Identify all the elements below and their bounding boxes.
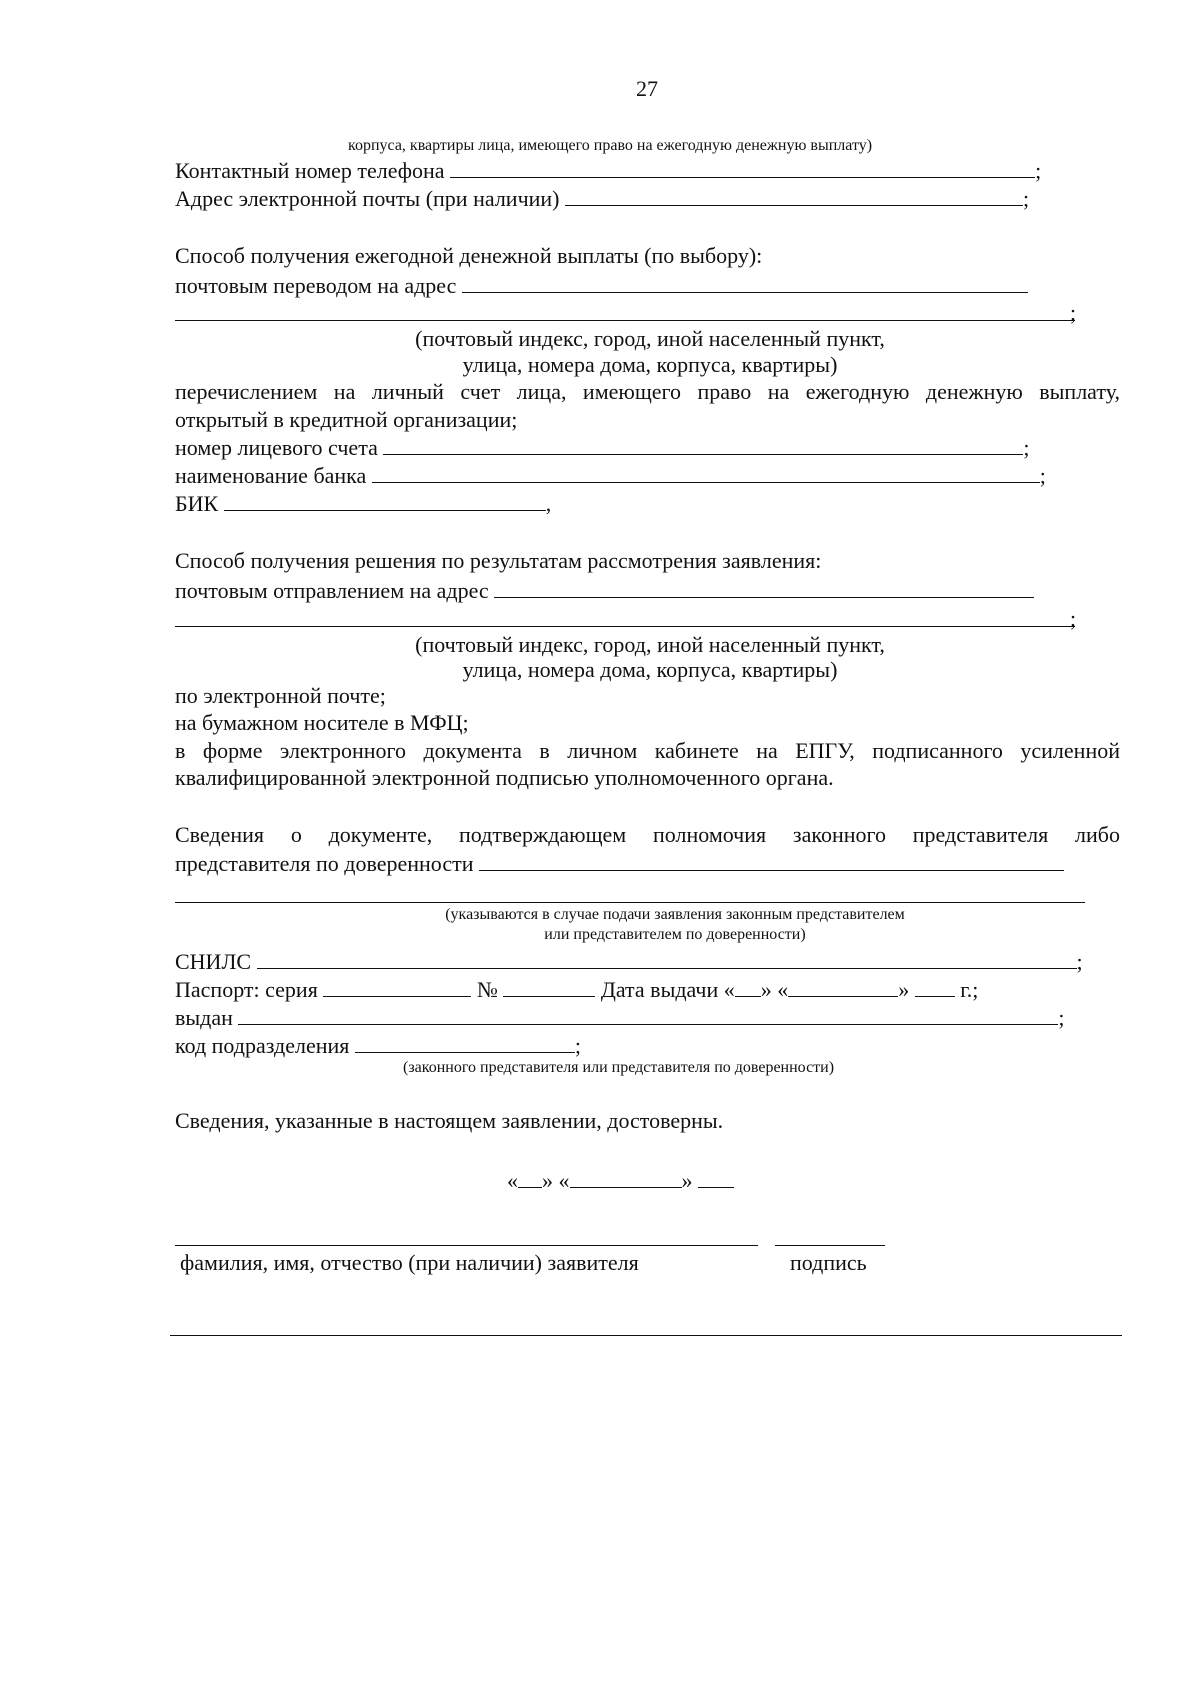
- comma-mark: ,: [545, 491, 552, 516]
- decision-option-paper: на бумажном носителе в МФЦ;: [175, 710, 469, 735]
- snils-row: [175, 948, 1083, 975]
- end-mark: ;: [1070, 300, 1077, 325]
- bank-name-row: [175, 462, 1046, 489]
- phone-field[interactable]: [450, 157, 1035, 178]
- email-row: [175, 185, 1029, 212]
- quote-open: «: [507, 1168, 518, 1193]
- division-code-field[interactable]: [355, 1032, 575, 1053]
- decision-postal-label: почтовым отправлением на адрес: [175, 578, 489, 603]
- decision-address-line-2[interactable]: [175, 626, 1075, 627]
- page-number: 27: [636, 76, 658, 101]
- quote-open: «: [558, 1168, 570, 1193]
- division-code-row: [175, 1032, 581, 1059]
- date-row: [507, 1167, 734, 1194]
- end-mark: ;: [1023, 186, 1030, 211]
- representative-caption-3: (законного представителя или представителя по доверенности): [403, 1059, 835, 1076]
- snils-field[interactable]: [257, 948, 1077, 969]
- quote-close: »: [542, 1168, 553, 1193]
- decision-address-caption-2: улица, номера дома, корпуса, квартиры): [462, 657, 838, 682]
- bik-field[interactable]: [224, 490, 546, 511]
- end-mark: ;: [1076, 949, 1083, 974]
- end-mark: ;: [1035, 158, 1042, 183]
- decision-heading: Способ получения решения по результатам рассмотрения заявления:: [175, 548, 822, 573]
- passport-issue-year-field[interactable]: [915, 976, 955, 997]
- representative-label: представителя по доверенности: [175, 851, 474, 876]
- bottom-divider: [170, 1335, 1122, 1336]
- passport-issue-day-field[interactable]: [735, 976, 761, 997]
- end-mark: ;: [574, 1033, 582, 1058]
- decision-address-caption-1: (почтовый индекс, город, иной населенный пункт,: [415, 632, 885, 657]
- bik-row: [175, 490, 551, 517]
- end-mark: ;: [1058, 1005, 1065, 1030]
- top-caption: корпуса, квартиры лица, имеющего право на ежегодную денежную выплату): [348, 137, 873, 154]
- confirmation-statement: Сведения, указанные в настоящем заявлении, достоверны.: [175, 1108, 724, 1133]
- quote-close: »: [898, 977, 910, 1002]
- email-field[interactable]: [565, 185, 1023, 206]
- account-number-label: номер лицевого счета: [175, 435, 378, 460]
- email-label: Адрес электронной почты (при наличии): [175, 186, 560, 211]
- decision-option-epgu-1: в форме электронного документа в личном кабинете на ЕПГУ, подписанного усиленной: [175, 738, 1120, 763]
- date-year-field[interactable]: [698, 1167, 734, 1188]
- payment-postal-address-field[interactable]: [462, 272, 1028, 293]
- passport-issue-month-field[interactable]: [788, 976, 898, 997]
- payment-account-text-2: открытый в кредитной организации;: [175, 407, 518, 432]
- passport-series-field[interactable]: [323, 976, 471, 997]
- representative-text-1: Сведения о документе, подтверждающем полномочия законного представителя либо: [175, 822, 1120, 847]
- payment-account-text-1: перечислением на личный счет лица, имеющего право на ежегодную денежную выплату,: [175, 379, 1120, 404]
- passport-number-sign: №: [476, 977, 498, 1002]
- representative-document-field[interactable]: [479, 850, 1064, 871]
- decision-option-email: по электронной почте;: [175, 683, 386, 708]
- account-number-field[interactable]: [383, 434, 1023, 455]
- passport-row: [175, 976, 978, 1003]
- phone-label: Контактный номер телефона: [175, 158, 445, 183]
- year-suffix: г.;: [960, 977, 979, 1002]
- payment-heading: Способ получения ежегодной денежной выплаты (по выбору):: [175, 243, 763, 268]
- passport-number-field[interactable]: [503, 976, 595, 997]
- decision-postal-row: [175, 577, 1034, 604]
- quote-close: »: [760, 977, 772, 1002]
- decision-postal-address-field[interactable]: [494, 577, 1034, 598]
- representative-row: [175, 850, 1064, 877]
- payment-address-caption-1: (почтовый индекс, город, иной населенный пункт,: [415, 326, 885, 351]
- issued-by-label: выдан: [175, 1005, 233, 1030]
- representative-caption-2: или представителем по доверенности): [544, 926, 806, 943]
- payment-address-caption-2: улица, номера дома, корпуса, квартиры): [462, 352, 838, 377]
- division-code-label: код подразделения: [175, 1033, 350, 1058]
- representative-document-line-2[interactable]: [175, 902, 1085, 903]
- date-month-field[interactable]: [570, 1167, 682, 1188]
- snils-label: СНИЛС: [175, 949, 252, 974]
- payment-address-line-2[interactable]: [175, 320, 1075, 321]
- phone-row: [175, 157, 1041, 184]
- decision-option-epgu-2: квалифицированной электронной подписью уполномоченного органа.: [175, 765, 834, 790]
- end-mark: ;: [1039, 463, 1046, 488]
- end-mark: ;: [1070, 606, 1077, 631]
- representative-caption-1: (указываются в случае подачи заявления законным представителем: [445, 906, 905, 923]
- date-day-field[interactable]: [518, 1167, 542, 1188]
- bik-label: БИК: [175, 491, 219, 516]
- bank-name-label: наименование банка: [175, 463, 367, 488]
- passport-series-label: Паспорт: серия: [175, 977, 318, 1002]
- signature-caption: подпись: [790, 1250, 867, 1275]
- account-number-row: [175, 434, 1029, 461]
- passport-issue-date-label: Дата выдачи: [600, 977, 719, 1002]
- fio-caption: фамилия, имя, отчество (при наличии) заявителя: [180, 1250, 639, 1275]
- applicant-fio-field[interactable]: [175, 1245, 758, 1246]
- issued-by-row: [175, 1004, 1065, 1031]
- issued-by-field[interactable]: [238, 1004, 1058, 1025]
- payment-postal-label: почтовым переводом на адрес: [175, 273, 457, 298]
- quote-open: «: [723, 977, 735, 1002]
- bank-name-field[interactable]: [372, 462, 1040, 483]
- applicant-signature-field[interactable]: [775, 1245, 885, 1246]
- payment-postal-row: [175, 272, 1028, 299]
- quote-close: »: [681, 1168, 693, 1193]
- quote-open: «: [777, 977, 789, 1002]
- end-mark: ;: [1023, 435, 1030, 460]
